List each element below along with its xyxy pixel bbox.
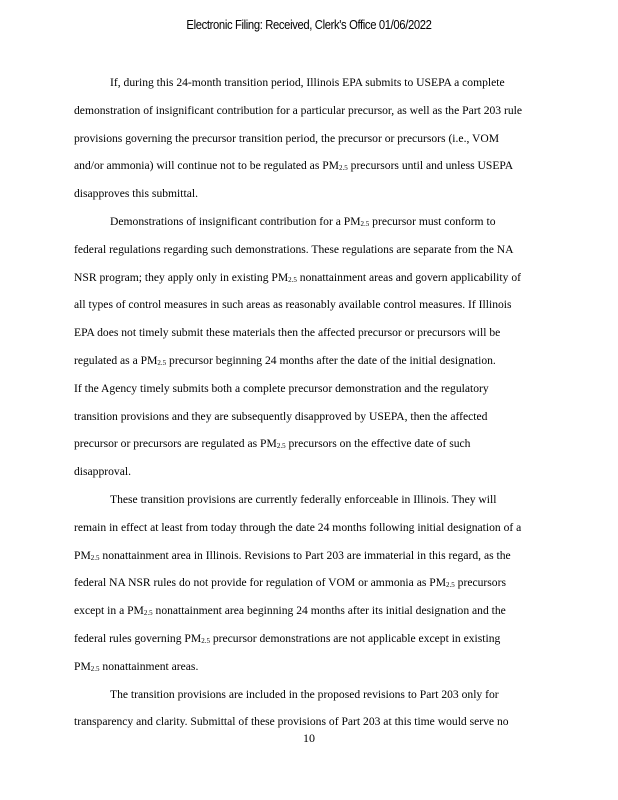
text-run: disapproves this submittal. <box>74 187 198 201</box>
text-line <box>74 236 534 264</box>
subscript: 2.5 <box>446 581 455 590</box>
text-line <box>74 458 534 486</box>
text-line <box>74 542 534 570</box>
text-line <box>74 486 534 514</box>
text-run: demonstration of insignificant contribution for a particular precursor, as well as the Part 203 rule <box>74 103 523 117</box>
text-run: EPA does not timely submit these materials then the affected precursor or precursors will be <box>74 326 501 340</box>
text-line <box>74 403 534 431</box>
text-run: If the Agency timely submits both a complete precursor demonstration and the regulatory <box>74 381 489 395</box>
text-run: These transition provisions are currently federally enforceable in Illinois. They will <box>110 492 497 506</box>
text-line <box>74 597 534 625</box>
text-run: nonattainment area in Illinois. Revisions to Part 203 are immaterial in this regard, as the <box>99 548 511 562</box>
text-line <box>74 681 534 709</box>
text-run: NSR program; they apply only in existing PM <box>74 270 289 284</box>
text-run: If, during this 24-month transition period, Illinois EPA submits to USEPA a complete <box>110 76 505 89</box>
text-run: PM <box>74 548 91 562</box>
text-run: transparency and clarity. Submittal of these provisions of Part 203 at this time would serve no <box>74 715 509 729</box>
subscript: 2.5 <box>276 442 286 451</box>
text-line <box>74 97 534 125</box>
text-run: all types of control measures in such areas as reasonably available control measures. If Illinois <box>74 298 512 312</box>
document-body <box>74 69 534 736</box>
text-line <box>74 653 534 681</box>
text-run: precursors <box>454 576 506 590</box>
text-run: federal regulations regarding such demonstrations. These regulations are separate from the NA <box>74 242 514 256</box>
text-run: precursor beginning 24 months after the date of the initial designation. <box>166 353 496 367</box>
subscript: 2.5 <box>339 164 348 173</box>
subscript: 2.5 <box>157 358 167 367</box>
text-line <box>74 69 534 97</box>
text-line <box>74 514 534 542</box>
text-line <box>74 264 534 292</box>
text-run: disapproval. <box>74 465 131 479</box>
text-run: precursors until and unless USEPA <box>347 159 514 173</box>
text-line <box>74 208 534 236</box>
text-line <box>74 569 534 597</box>
text-run: precursor or precursors are regulated as PM <box>74 437 277 451</box>
text-line <box>74 291 534 319</box>
text-run: precursor must conform to <box>369 214 496 228</box>
text-line <box>74 180 534 208</box>
text-line <box>74 347 534 375</box>
text-run: Demonstrations of insignificant contribution for a PM <box>110 214 361 228</box>
text-run: provisions governing the precursor transition period, the precursor or precursors (i.e., VOM <box>74 131 500 145</box>
subscript: 2.5 <box>201 636 210 645</box>
text-run: remain in effect at least from today through the date 24 months following initial designation of a <box>74 520 522 534</box>
text-line <box>74 152 534 180</box>
text-line <box>74 125 534 153</box>
text-run: federal NA NSR rules do not provide for regulation of VOM or ammonia as PM <box>74 576 447 590</box>
page-number: 10 <box>303 731 315 745</box>
text-run: and/or ammonia) will continue not to be regulated as PM <box>74 159 339 173</box>
subscript: 2.5 <box>288 275 297 284</box>
text-run: except in a PM <box>74 604 144 618</box>
subscript: 2.5 <box>143 609 153 618</box>
text-line <box>74 319 534 347</box>
text-run: PM <box>74 659 91 673</box>
subscript: 2.5 <box>360 219 370 228</box>
text-run: nonattainment areas and govern applicability of <box>296 270 521 284</box>
text-run: nonattainment area beginning 24 months after its initial designation and the <box>152 604 506 618</box>
text-run: nonattainment areas. <box>99 659 199 673</box>
subscript: 2.5 <box>90 553 100 562</box>
text-run: The transition provisions are included in the proposed revisions to Part 203 only for <box>110 687 499 701</box>
text-run: transition provisions and they are subsequently disapproved by USEPA, then the affected <box>74 409 488 423</box>
text-line <box>74 375 534 403</box>
text-run: regulated as a PM <box>74 353 158 367</box>
text-run: precursors on the effective date of such <box>285 437 471 451</box>
electronic-filing-stamp: Electronic Filing: Received, Clerk's Office 01/06/2022 <box>186 18 432 32</box>
subscript: 2.5 <box>90 664 100 673</box>
text-line <box>74 625 534 653</box>
text-run: federal rules governing PM <box>74 631 202 645</box>
text-run: precursor demonstrations are not applicable except in existing <box>209 631 501 645</box>
text-line <box>74 430 534 458</box>
